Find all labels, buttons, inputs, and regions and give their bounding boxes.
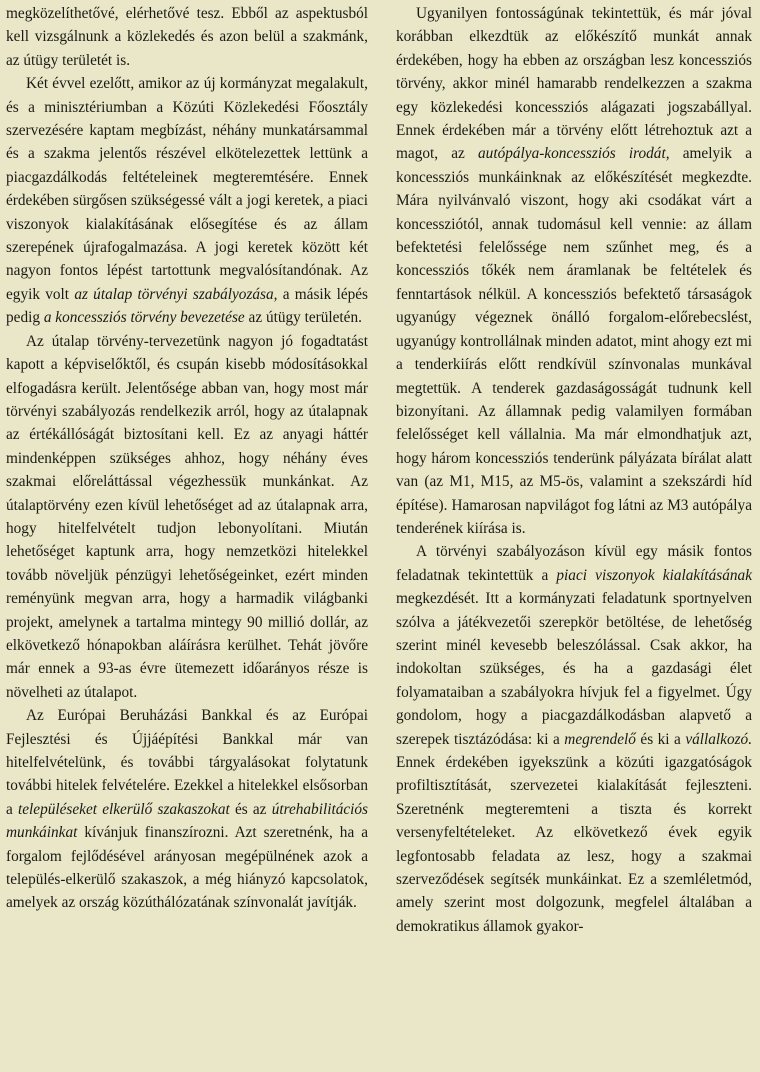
text-run: Ugyanilyen fontosságúnak tekintettük, és már jóval korábban elkezdtük az előkészítő munkát annak érdekében, hogy ha ebben az országban lesz koncessziós törvény, akkor minél hamarabb rendelkezzen a szakma egy közlekedési koncessziós alágazati jogszabállyal. Ennek érdekében már a törvény előtt létrehoztuk azt a magot, az	[396, 5, 752, 163]
paragraph: Az útalap törvény-tervezetünk nagyon jó fogadtatást kapott a képviselőktől, és csupán kisebb módosításokkal elfogadásra került. Jelentősége abban van, hogy most már törvényi szabályozás rendelkezik arról, hogy az útalapnak az értékállóságát biztosítani kell. Ez az anyagi háttér mindenképpen szükséges ahhoz, hogy néhány éves szakmai előreláttással végezhessük munkánkat. Az útalaptörvény ezen kívül lehetőséget ad az útalapnak arra, hogy hitelfelvételt tudjon lebonyolítani. Miután lehetőséget kaptunk arra, hogy nemzetközi hitelekkel tovább növeljük pénzügyi lehetőségeinket, ezért minden reményünk megvan arra, hogy a harmadik világbanki projekt, amelynek a tartalma mintegy 90 millió dollár, az elkövetkező hónapokban aláírásra kerülhet. Tehát jövőre már ennek a 93-as évre ütemezett időarányos része is növelheti az útalapot.	[6, 332, 368, 701]
italic-phrase: az útalap törvényi szabályozása,	[74, 285, 278, 303]
paragraph	[396, 2, 752, 540]
italic-phrase: vállalkozó.	[685, 730, 753, 748]
paragraph	[396, 540, 752, 938]
italic-phrase: a koncessziós törvény bevezetése	[43, 309, 245, 327]
text-run: amelyik a koncessziós munkáinknak az előkészítését megkezdte. Mára nyilvánvaló viszont, hogy aki csodákat várt a koncessziótól, annak tudomásul kell vennie: az állam befektetési felelőssége nem szűnhet meg, és a koncessziós tőkék nem áramlanak be feltételek és fenntartások nélkül. A koncessziós befektető társaságok ugyanúgy végeznek önálló forgalom-előrebecslést, ugyanúgy kontrollálnak minden adatot, mint ahogy ezt mi a tenderkiírás előtt rendkívül színvonalas munkával megtettük. A tenderek gazdaságosságát tudnunk kell bizonyítani. Az államnak pedig valamilyen formában felelősséget kell vállalnia. Ma már elmondhatjuk azt, hogy három koncessziós tenderünk pályázata bírálat alatt van (az M1, M15, az M5-ös, valamint a szekszárdi híd építése). Hamarosan napvilágot fog látni az M3 autópálya tenderének kiírása is.	[396, 145, 752, 537]
text-run: a másik lépés pedig	[6, 285, 369, 327]
text-run: Ennek érdekében igyekszünk a közúti igazgatóságok profiltisztítását, szervezetei kialakítását fejleszteni. Szeretnénk megteremteni a tiszta és korrekt versenyfeltételeket. Az elkövetkező évek egyik legfontosabb feladata az lesz, hogy a szakmai szerveződések segítsék munkáinkat. Ez a szemléletmód, amely szerint most dolgozunk, megfelel általában a demokratikus államok gyakor-	[396, 754, 752, 935]
text-run: és ki a	[635, 730, 686, 748]
text-run: kívánjuk finanszírozni. Azt szeretnénk, ha a forgalom fejlődésével arányosan megépülnének azok a település-elkerülő szakaszok, a még hiányzó kapcsolatok, amelyek az ország közúthálózatának színvonalát javítják.	[6, 824, 368, 912]
italic-phrase: autópálya-koncessziós irodát,	[478, 145, 670, 163]
text-run: és az	[229, 800, 272, 818]
text-run: megkezdését. Itt a kormányzati feladatunk sportnyelven szólva a játékvezetői szerepkör betöltése, de lehetőség szerint minél kevesebb beleszólással. Csak akkor, ha indokoltan szükséges, és ha a gazdasági élet folyamataiban a szabályokra hívjuk fel a figyelmet. Úgy gondolom, hogy a piacgazdálkodásban alapvető a szerepek tisztázódása: ki a	[396, 590, 752, 748]
text-run: Az Európai Beruházási Bankkal és az Európai Fejlesztési és Újjáépítési Bankkal már van hitelfelvételünk, és további tárgyalásokat folytatunk további hitelek felvételére. Ezekkel a hitelekkel elsősorban a	[6, 707, 368, 818]
text-run: Két évvel ezelőtt, amikor az új kormányzat megalakult, és a minisztériumban a Közúti Közlekedési Főosztály szervezésére kaptam megbízást, néhány munkatársammal és a szakma jelentős részével elkötelezettek lettünk a piacgazdálkodás feltételeinek megteremtésére. Ennek érdekében sürgősen szükségessé vált a jogi keretek, a piaci viszonyok kialakításának elősegítése és az állam szerepének újrafogalmazása. A jogi keretek között két nagyon fontos lépést tartottunk megvalósítandónak. Az egyik volt	[6, 75, 368, 303]
text-run: az útügy területén.	[244, 309, 362, 327]
right-column	[396, 2, 752, 938]
italic-phrase: piaci viszonyok kialakításának	[556, 566, 752, 584]
italic-phrase: megrendelő	[564, 730, 636, 748]
italic-phrase: útrehabilitációs munkáinkat	[6, 800, 368, 842]
italic-phrase: településeket elkerülő szakaszokat	[18, 800, 230, 818]
paragraph	[6, 72, 368, 329]
paragraph	[6, 704, 368, 915]
paragraph: megközelíthetővé, elérhetővé tesz. Ebből az aspektusból kell vizsgálnunk a közlekedés és azon belül a szakmánk, az útügy területét is.	[6, 5, 368, 69]
text-run: A törvényi szabályozáson kívül egy másik fontos feladatnak tekintettük a	[396, 543, 752, 584]
left-column	[6, 2, 368, 915]
